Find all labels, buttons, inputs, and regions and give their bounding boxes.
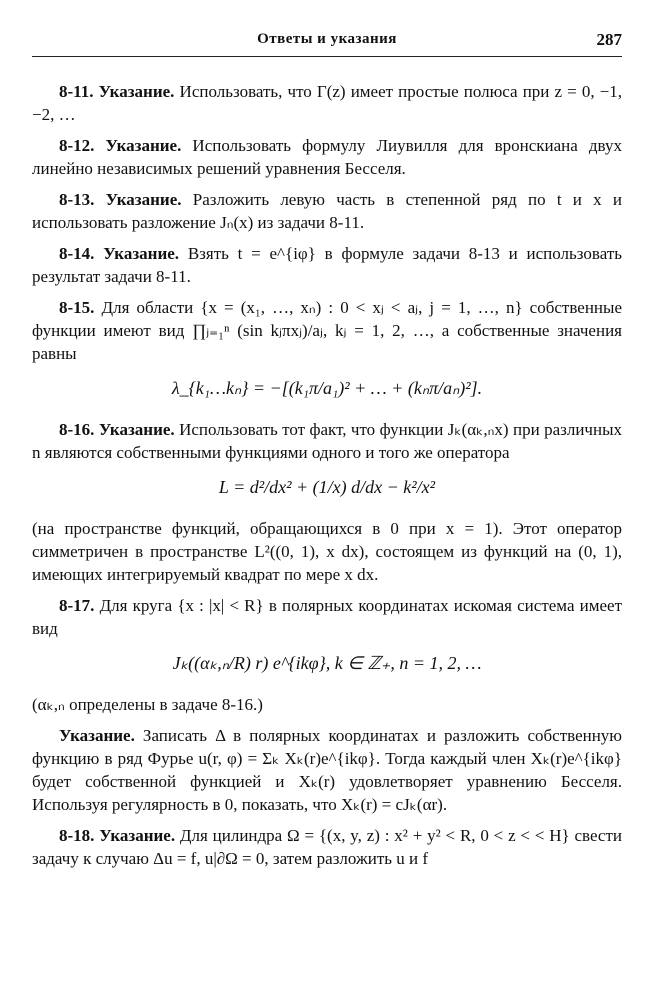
problem-8-12: 8-12. Указание. Использовать формулу Лиувилля для вронскиана двух линейно независимых решений уравнения Бесселя. [32, 136, 622, 178]
problem-8-16: 8-16. Указание. Использовать тот факт, что функции Jₖ(αₖ,ₙx) при различных n являются собственными функциями одного и того же оператора [32, 420, 623, 462]
page-content [32, 80, 622, 878]
running-title: Ответы и указания [257, 31, 397, 47]
problem-8-15: 8-15. Для области {x = (x₁, …, xₙ) : 0 < xⱼ < aⱼ, j = 1, …, n} собственные функции имеют вид ∏ⱼ₌₁ⁿ (sin kⱼπxⱼ)/aⱼ, kⱼ = 1, 2, …, а собственные значения равны [32, 298, 622, 363]
paragraph-operator-space: (на пространстве функций, обращающихся в 0 при x = 1). Этот оператор симметричен в пространстве L²((0, 1), x dx), состоящем из функций на (0, 1), имеющих интегрируемый квадрат по мере x dx. [32, 519, 622, 584]
formula-disk-system: Jₖ((αₖ,ₙ/R) r) e^{ikφ}, k ∈ ℤ₊, n = 1, 2, … [172, 653, 482, 673]
page-header [32, 30, 622, 57]
hint-8-17: Указание. Записать Δ в полярных координатах и разложить собственную функцию в ряд Фурье u(r, φ) = Σₖ Xₖ(r)e^{ikφ}. Тогда каждый член Xₖ(r)e^{ikφ} будет собственной функцией и Xₖ(r) удовлетворяет уравнению Бесселя. Используя регулярность в 0, показать, что Xₖ(r) = cJₖ(αr). [32, 726, 623, 814]
formula-operator: L = d²/dx² + (1/x) d/dx − k²/x² [218, 477, 436, 497]
problem-8-14: 8-14. Указание. Взять t = e^{iφ} в формуле задачи 8-13 и использовать результат задачи 8-11. [32, 244, 623, 286]
problem-8-17: 8-17. Для круга {x : |x| < R} в полярных координатах искомая система имеет вид [32, 596, 623, 638]
formula-eigenvalues: λ_{k₁…kₙ} = −[(k₁π/a₁)² + … + (kₙπ/aₙ)²]. [171, 378, 483, 398]
problem-8-18: 8-18. Указание. Для цилиндра Ω = {(x, y, z) : x² + y² < R, 0 < z < < H} свести задачу к случаю Δu = f, u|∂Ω = 0, затем разложить u и f [32, 826, 623, 868]
page-number: 287 [596, 30, 622, 49]
paragraph-alpha-note: (αₖ,ₙ определены в задаче 8-16.) [32, 695, 263, 714]
problem-8-11: 8-11. Указание. Использовать, что Γ(z) имеет простые полюса при z = 0, −1, −2, … [32, 82, 623, 124]
problem-8-13: 8-13. Указание. Разложить левую часть в степенной ряд по t и x и использовать разложение Jₙ(x) из задачи 8-11. [32, 190, 622, 232]
